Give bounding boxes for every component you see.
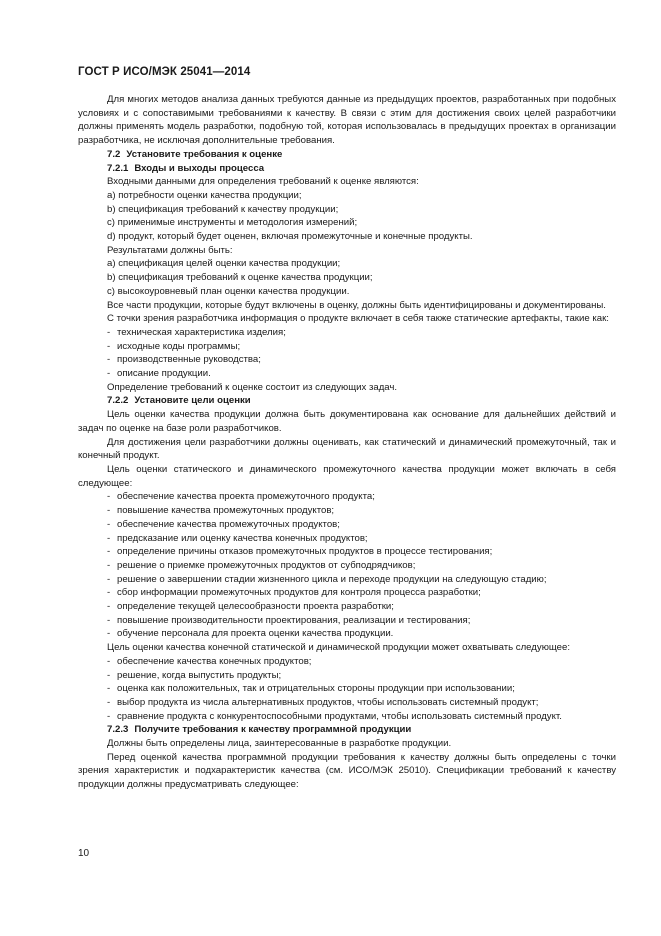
section-heading-7-2-2: [78, 394, 616, 408]
dash-marker: -: [107, 326, 111, 338]
list-item: - обучение персонала для проекта оценки качества продукции.: [107, 628, 394, 640]
results-intro: Результатами должны быть:: [107, 244, 233, 256]
section-heading-7-2-1: [78, 162, 616, 176]
dash-marker: -: [107, 655, 111, 667]
dash-marker: -: [107, 505, 111, 517]
persons-paragraph: Должны быть определены лица, заинтересованные в разработке продукции.: [107, 738, 452, 750]
parts-paragraph: Все части продукции, которые будут включены в оценку, должны быть идентифицированы и документированы.: [107, 299, 606, 311]
tasks-paragraph: Определение требований к оценке состоит из следующих задач.: [107, 381, 398, 393]
section-heading-7-2: [78, 148, 616, 162]
list-item: - производственные руководства;: [107, 354, 261, 366]
list-item: - выбор продукта из числа альтернативных продуктов, чтобы использовать системный продукт;: [107, 696, 539, 708]
list-item: - сравнение продукта с конкурентоспособными продуктами, чтобы использовать системный продукт.: [107, 710, 562, 722]
list-item: - техническая характеристика изделия;: [107, 326, 286, 338]
list-item: с) высокоуровневый план оценки качества продукции.: [107, 285, 350, 297]
dash-marker: -: [107, 573, 111, 585]
list-item: b) спецификация требований к качеству продукции;: [107, 203, 339, 215]
section-number: 7.2: [107, 148, 121, 160]
list-item: - описание продукции.: [107, 368, 211, 380]
list-item: - оценка как положительных, так и отрицательных стороны продукции при использовании;: [107, 683, 515, 695]
section-title: Установите цели оценки: [134, 395, 251, 407]
list-item: - обеспечение качества проекта промежуточного продукта;: [107, 491, 375, 503]
section-title: Входы и выходы процесса: [134, 162, 265, 174]
list-item: - сбор информации промежуточных продуктов для контроля процесса разработки;: [107, 587, 481, 599]
section-number: 7.2.1: [107, 162, 129, 174]
dash-marker: -: [107, 601, 111, 613]
list-item: d) продукт, который будет оценен, включая промежуточные и конечные продукты.: [107, 231, 473, 243]
developer-paragraph: С точки зрения разработчика информация о продукте включает в себя также статические артефакты, такие как:: [107, 313, 609, 325]
section-number: 7.2.3: [107, 724, 129, 736]
list-item: - повышение производительности проектирования, реализации и тестирования;: [107, 614, 471, 626]
list-item: а) спецификация целей оценки качества продукции;: [107, 258, 341, 270]
section-title: Получите требования к качеству программной продукции: [134, 724, 412, 736]
document-header: ГОСТ Р ИСО/МЭК 25041—2014: [78, 66, 251, 78]
list-item: - решение, когда выпустить продукты;: [107, 669, 282, 681]
final-paragraph: Цель оценки качества конечной статической и динамической продукции может охватывать следующее:: [107, 642, 571, 654]
section-heading-7-2-3: [78, 723, 616, 737]
list-item: - исходные коды программы;: [107, 340, 241, 352]
dash-marker: -: [107, 669, 111, 681]
list-item: - решение о завершении стадии жизненного цикла и переходе продукции на следующую стадию;: [107, 573, 547, 585]
before-paragraph: Перед оценкой качества программной продукции требования к качеству должны быть определены с точки зрения характеристик и подхарактеристик качества (см. ИСО/МЭК 25010). Спецификации требований к качеству продукции должны предусматривать следующее:: [78, 751, 616, 791]
list-item: b) спецификация требований к оценке качества продукции;: [107, 272, 373, 284]
dash-marker: -: [107, 683, 111, 695]
list-item: - определение причины отказов промежуточных продуктов в процессе тестирования;: [107, 546, 493, 558]
list-item: а) потребности оценки качества продукции;: [107, 189, 302, 201]
dash-marker: -: [107, 518, 111, 530]
dash-marker: -: [107, 354, 111, 366]
list-item: - обеспечение качества конечных продуктов;: [107, 655, 312, 667]
dash-marker: -: [107, 628, 111, 640]
goal-paragraph: Цель оценки качества продукции должна быть документирована как основание для дальнейших действий и задач по оценке на базе роли разработчиков.: [78, 409, 616, 434]
section-title: Установите требования к оценке: [126, 148, 283, 160]
dash-marker: -: [107, 696, 111, 708]
list-item: - обеспечение качества промежуточных продуктов;: [107, 518, 340, 530]
dash-marker: -: [107, 546, 111, 558]
list-item: - повышение качества промежуточных продуктов;: [107, 505, 335, 517]
dash-marker: -: [107, 587, 111, 599]
list-item: - предсказание или оценку качества конечных продуктов;: [107, 532, 368, 544]
dash-marker: -: [107, 532, 111, 544]
intro-paragraph: Для многих методов анализа данных требуются данные из предыдущих проектов, разработанных при подобных условиях и с сопоставимыми требованиями к качеству. В связи с этим для достижения своих целей разработчики должны применять модель разработки, подобную той, которая использовалась в предыдущих проектах в организации разработчика, не исключая дополнительные требования.: [78, 94, 616, 147]
list-item: - решение о приемке промежуточных продуктов от субподрядчиков;: [107, 559, 416, 571]
dash-marker: -: [107, 710, 111, 722]
dash-marker: -: [107, 614, 111, 626]
dash-marker: -: [107, 368, 111, 380]
list-item: - определение текущей целесообразности проекта разработки;: [107, 601, 394, 613]
dash-marker: -: [107, 491, 111, 503]
page-body: [78, 93, 616, 792]
dash-marker: -: [107, 559, 111, 571]
inputs-intro: Входными данными для определения требований к оценке являются:: [107, 176, 419, 188]
section-number: 7.2.2: [107, 395, 129, 407]
achieve-paragraph: Для достижения цели разработчики должны оценивать, как статический и динамический промежуточный, так и конечный продукт.: [78, 436, 616, 462]
list-item: с) применимые инструменты и методология измерений;: [107, 217, 358, 229]
dash-marker: -: [107, 340, 111, 352]
static-paragraph: Цель оценки статического и динамического промежуточного качества продукции может включать в себя следующее:: [78, 463, 616, 489]
page-number: 10: [78, 848, 90, 859]
